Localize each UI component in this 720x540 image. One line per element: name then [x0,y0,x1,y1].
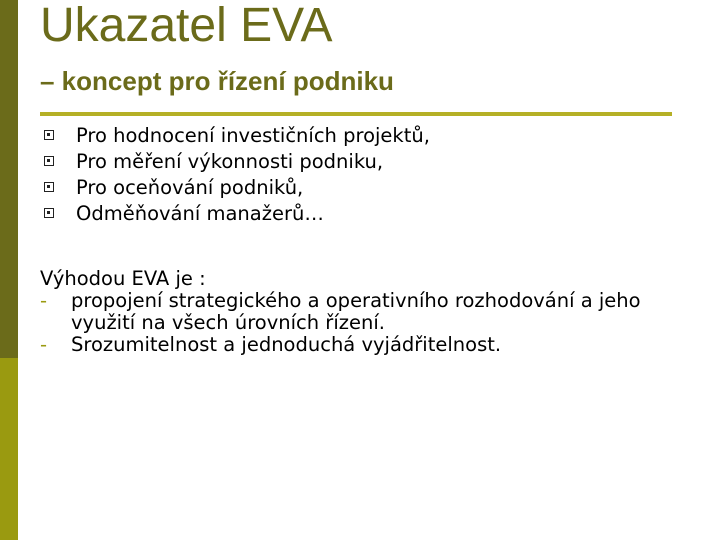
advantages-intro: Výhodou EVA je : [40,267,206,290]
bullet-item [40,122,430,148]
bullet-text: Pro měření výkonnosti podniku, [76,149,384,173]
advantage-text: propojení strategického a operativního rozhodování a jeho využití na všech úrovních řízení. [71,289,641,334]
bullet-text: Odměňování manažerů… [76,201,324,225]
bullet-text: Pro hodnocení investičních projektů, [76,123,430,147]
square-bullet-icon [44,208,54,218]
slide-title: Ukazatel EVA [40,0,333,52]
bullet-text: Pro oceňování podniků, [76,175,304,199]
advantage-item [40,334,680,356]
dash-bullet: - [40,333,48,356]
dash-bullet: - [40,289,48,312]
bullet-item [40,174,430,200]
square-bullet-icon [44,156,54,166]
title-divider [40,112,672,116]
advantages-block [40,268,680,356]
advantage-text: Srozumitelnost a jednoduchá vyjádřitelnost. [71,333,502,356]
sidebar-stripe-top [0,0,18,358]
slide-subtitle: – koncept pro řízení podniku [40,66,394,96]
bullet-item [40,200,430,226]
bullet-list [40,122,430,226]
advantages-list [40,290,680,356]
advantage-item [40,290,680,334]
bullet-item [40,148,430,174]
square-bullet-icon [44,130,54,140]
square-bullet-icon [44,182,54,192]
